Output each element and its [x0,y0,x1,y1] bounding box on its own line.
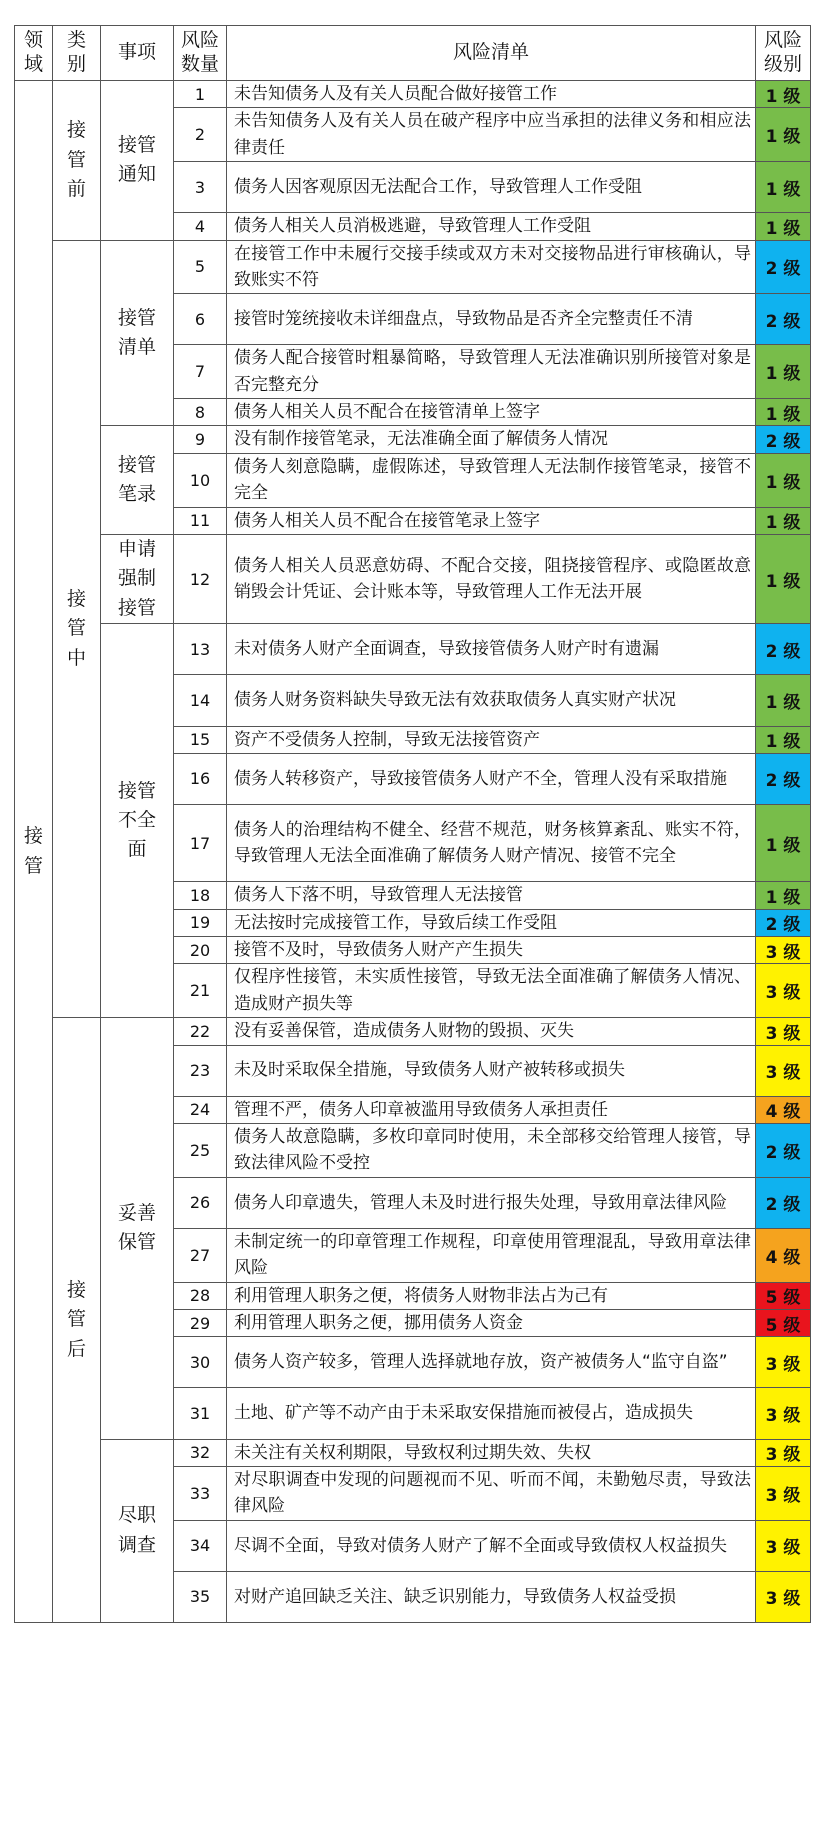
risk-text-cell: 资产不受债务人控制，导致无法接管资产 [227,726,756,753]
risk-text-cell: 债务人转移资产，导致接管债务人财产不全，管理人没有采取措施 [227,753,756,804]
risk-number-cell: 16 [174,753,227,804]
risk-level-badge: 3 级 [756,1520,811,1571]
category-cell: 接 管 前 [53,81,101,241]
risk-level-badge: 1 级 [756,882,811,909]
header-risk-level: 风险 级别 [756,26,811,81]
risk-number-cell: 7 [174,345,227,399]
risk-level-badge: 1 级 [756,399,811,426]
risk-text-cell: 对尽职调查中发现的问题视而不见、听而不闻，未勤勉尽责，导致法律风险 [227,1467,756,1521]
risk-level-badge: 1 级 [756,675,811,726]
table-row [15,240,811,294]
risk-text-cell: 未对债务人财产全面调查，导致接管债务人财产时有遗漏 [227,624,756,675]
category-cell: 接 管 中 [53,240,101,1018]
risk-level-badge: 2 级 [756,1177,811,1228]
risk-number-cell: 11 [174,507,227,534]
risk-number-cell: 2 [174,108,227,162]
risk-text-cell: 债务人相关人员消极逃避，导致管理人工作受阻 [227,213,756,240]
table-row [15,1439,811,1466]
risk-number-cell: 30 [174,1337,227,1388]
item-cell: 妥善 保管 [101,1018,174,1440]
risk-number-cell: 5 [174,240,227,294]
risk-text-cell: 债务人相关人员不配合在接管清单上签字 [227,399,756,426]
risk-text-cell: 债务人的治理结构不健全、经营不规范，财务核算紊乱、账实不符，导致管理人无法全面准确了解债务人财产情况、接管不完全 [227,805,756,882]
risk-text-cell: 利用管理人职务之便，将债务人财物非法占为己有 [227,1282,756,1309]
risk-level-badge: 2 级 [756,909,811,936]
risk-level-badge: 1 级 [756,162,811,213]
risk-level-badge: 3 级 [756,1388,811,1439]
risk-text-cell: 未告知债务人及有关人员在破产程序中应当承担的法律义务和相应法律责任 [227,108,756,162]
risk-text-cell: 债务人因客观原因无法配合工作，导致管理人工作受阻 [227,162,756,213]
risk-number-cell: 29 [174,1309,227,1336]
risk-level-badge: 5 级 [756,1309,811,1336]
risk-level-badge: 1 级 [756,507,811,534]
risk-number-cell: 12 [174,534,227,623]
risk-number-cell: 35 [174,1571,227,1622]
risk-number-cell: 26 [174,1177,227,1228]
risk-number-cell: 24 [174,1096,227,1123]
risk-text-cell: 债务人财务资料缺失导致无法有效获取债务人真实财产状况 [227,675,756,726]
item-cell: 接管 清单 [101,240,174,426]
risk-text-cell: 没有妥善保管，造成债务人财物的毁损、灭失 [227,1018,756,1045]
risk-number-cell: 34 [174,1520,227,1571]
risk-number-cell: 33 [174,1467,227,1521]
header-row [15,26,811,81]
risk-text-cell: 债务人资产较多，管理人选择就地存放，资产被债务人“监守自盗” [227,1337,756,1388]
risk-text-cell: 在接管工作中未履行交接手续或双方未对交接物品进行审核确认，导致账实不符 [227,240,756,294]
risk-level-badge: 3 级 [756,964,811,1018]
risk-number-cell: 31 [174,1388,227,1439]
risk-level-badge: 5 级 [756,1282,811,1309]
risk-number-cell: 8 [174,399,227,426]
risk-number-cell: 25 [174,1124,227,1178]
domain-cell: 接 管 [15,81,53,1623]
table-row [15,426,811,453]
risk-number-cell: 15 [174,726,227,753]
risk-text-cell: 未及时采取保全措施，导致债务人财产被转移或损失 [227,1045,756,1096]
risk-number-cell: 18 [174,882,227,909]
category-cell: 接 管 后 [53,1018,101,1623]
risk-level-badge: 3 级 [756,1045,811,1096]
risk-number-cell: 19 [174,909,227,936]
table-row [15,1018,811,1045]
risk-number-cell: 17 [174,805,227,882]
risk-level-badge: 3 级 [756,1018,811,1045]
risk-number-cell: 28 [174,1282,227,1309]
risk-number-cell: 6 [174,294,227,345]
risk-table [14,25,811,1623]
risk-level-badge: 2 级 [756,294,811,345]
item-cell: 接管 笔录 [101,426,174,534]
risk-number-cell: 13 [174,624,227,675]
risk-level-badge: 2 级 [756,426,811,453]
header-domain: 领 域 [15,26,53,81]
risk-level-badge: 3 级 [756,1337,811,1388]
risk-text-cell: 没有制作接管笔录，无法准确全面了解债务人情况 [227,426,756,453]
risk-text-cell: 债务人印章遗失，管理人未及时进行报失处理，导致用章法律风险 [227,1177,756,1228]
risk-number-cell: 22 [174,1018,227,1045]
risk-level-badge: 1 级 [756,345,811,399]
risk-text-cell: 对财产追回缺乏关注、缺乏识别能力，导致债务人权益受损 [227,1571,756,1622]
risk-level-badge: 1 级 [756,534,811,623]
risk-text-cell: 债务人相关人员不配合在接管笔录上签字 [227,507,756,534]
risk-text-cell: 债务人配合接管时粗暴简略，导致管理人无法准确识别所接管对象是否完整充分 [227,345,756,399]
header-risk-list: 风险清单 [227,26,756,81]
risk-number-cell: 14 [174,675,227,726]
risk-text-cell: 尽调不全面，导致对债务人财产了解不全面或导致债权人权益损失 [227,1520,756,1571]
risk-number-cell: 23 [174,1045,227,1096]
risk-text-cell: 接管时笼统接收未详细盘点，导致物品是否齐全完整责任不清 [227,294,756,345]
risk-number-cell: 20 [174,937,227,964]
risk-text-cell: 未告知债务人及有关人员配合做好接管工作 [227,81,756,108]
risk-level-badge: 2 级 [756,240,811,294]
risk-number-cell: 27 [174,1228,227,1282]
header-item: 事项 [101,26,174,81]
risk-level-badge: 2 级 [756,624,811,675]
risk-level-badge: 2 级 [756,1124,811,1178]
risk-text-cell: 土地、矿产等不动产由于未采取安保措施而被侵占，造成损失 [227,1388,756,1439]
risk-number-cell: 1 [174,81,227,108]
header-risk-count: 风险 数量 [174,26,227,81]
table-row [15,81,811,108]
risk-text-cell: 管理不严，债务人印章被滥用导致债务人承担责任 [227,1096,756,1123]
risk-text-cell: 债务人刻意隐瞒，虚假陈述，导致管理人无法制作接管笔录，接管不完全 [227,453,756,507]
risk-text-cell: 利用管理人职务之便，挪用债务人资金 [227,1309,756,1336]
risk-text-cell: 无法按时完成接管工作，导致后续工作受阻 [227,909,756,936]
risk-text-cell: 未关注有关权利期限，导致权利过期失效、失权 [227,1439,756,1466]
table-row [15,534,811,623]
risk-level-badge: 3 级 [756,1571,811,1622]
risk-level-badge: 1 级 [756,108,811,162]
table-row [15,624,811,675]
risk-number-cell: 10 [174,453,227,507]
item-cell: 接管 通知 [101,81,174,241]
risk-number-cell: 9 [174,426,227,453]
risk-level-badge: 3 级 [756,1467,811,1521]
risk-level-badge: 4 级 [756,1096,811,1123]
risk-table-body [15,26,811,1623]
risk-text-cell: 债务人下落不明，导致管理人无法接管 [227,882,756,909]
risk-text-cell: 仅程序性接管，未实质性接管，导致无法全面准确了解债务人情况、造成财产损失等 [227,964,756,1018]
risk-level-badge: 2 级 [756,753,811,804]
risk-text-cell: 债务人故意隐瞒，多枚印章同时使用，未全部移交给管理人接管，导致法律风险不受控 [227,1124,756,1178]
risk-text-cell: 债务人相关人员恶意妨碍、不配合交接，阻挠接管程序、或隐匿故意销毁会计凭证、会计账本等，导致管理人工作无法开展 [227,534,756,623]
risk-level-badge: 1 级 [756,726,811,753]
risk-level-badge: 3 级 [756,1439,811,1466]
item-cell: 尽职 调查 [101,1439,174,1622]
item-cell: 接管 不全 面 [101,624,174,1018]
risk-level-badge: 3 级 [756,937,811,964]
risk-number-cell: 3 [174,162,227,213]
risk-number-cell: 4 [174,213,227,240]
risk-number-cell: 32 [174,1439,227,1466]
risk-level-badge: 1 级 [756,805,811,882]
risk-level-badge: 4 级 [756,1228,811,1282]
risk-level-badge: 1 级 [756,81,811,108]
risk-text-cell: 未制定统一的印章管理工作规程，印章使用管理混乱，导致用章法律风险 [227,1228,756,1282]
header-category: 类 别 [53,26,101,81]
item-cell: 申请 强制 接管 [101,534,174,623]
risk-text-cell: 接管不及时，导致债务人财产产生损失 [227,937,756,964]
risk-level-badge: 1 级 [756,213,811,240]
risk-number-cell: 21 [174,964,227,1018]
risk-level-badge: 1 级 [756,453,811,507]
